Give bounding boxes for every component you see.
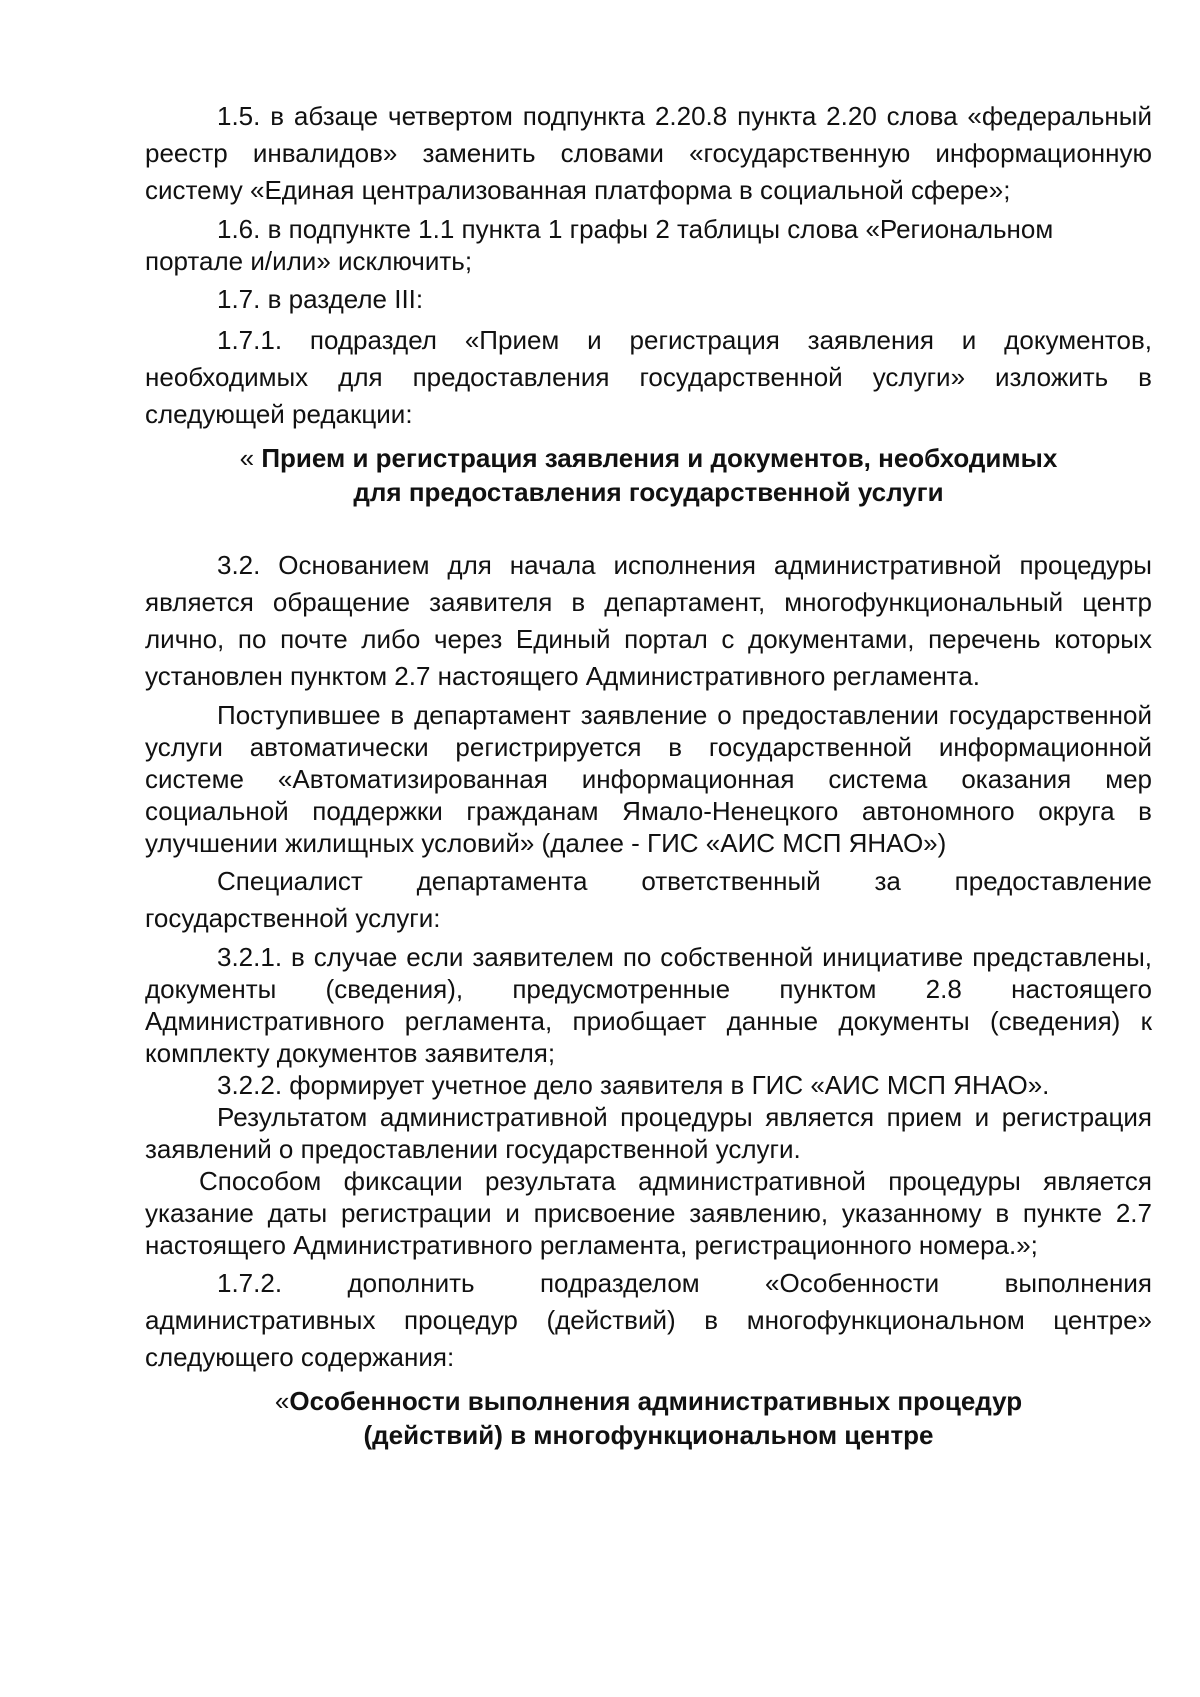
section-heading-mfc-line-1: «Особенности выполнения административных процедур	[274, 1386, 1023, 1416]
section-heading-line-1: « Прием и регистрация заявления и документов, необходимых	[239, 443, 1058, 473]
paragraph-1-7-1: 1.7.1. подраздел «Прием и регистрация заявления и документов, необходимых для предоставления государственной услуги» изложить в следующей редакции:	[145, 325, 1152, 429]
section-heading-mfc	[145, 1384, 1152, 1452]
paragraph-3-2-2: 3.2.2. формирует учетное дело заявителя в ГИС «АИС МСП ЯНАО».	[217, 1070, 1050, 1100]
paragraph-1-5: 1.5. в абзаце четвертом подпункта 2.20.8 пункта 2.20 слова «федеральный реестр инвалидов» заменить словами «государственную информационную систему «Единая централизованная платформа в социальной сфере»;	[145, 101, 1152, 205]
paragraph-result: Результатом административной процедуры является прием и регистрация заявлений о предоставлении государственной услуги.	[145, 1102, 1152, 1164]
section-heading-mfc-line-2: (действий) в многофункциональном центре	[363, 1420, 934, 1450]
paragraph-1-7: 1.7. в разделе III:	[217, 284, 424, 314]
paragraph-3-2: 3.2. Основанием для начала исполнения административной процедуры является обращение заявителя в департамент, многофункциональный центр лично, по почте либо через Единый портал с документами, перечень которых установлен пунктом 2.7 настоящего Административного регламента.	[145, 550, 1152, 691]
paragraph-received-application: Поступившее в департамент заявление о предоставлении государственной услуги автоматически регистрируется в государственной информационной системе «Автоматизированная информационная система оказания мер социальной поддержки гражданам Ямало-Ненецкого автономного округа в улучшении жилищных условий» (далее - ГИС «АИС МСП ЯНАО»)	[145, 700, 1152, 858]
paragraph-3-2-1: 3.2.1. в случае если заявителем по собственной инициативе представлены, документы (сведения), предусмотренные пунктом 2.8 настоящего Административного регламента, приобщает данные документы (сведения) к комплекту документов заявителя;	[145, 942, 1152, 1068]
paragraph-specialist: Специалист департамента ответственный за предоставление государственной услуги:	[145, 866, 1152, 933]
paragraph-1-6: 1.6. в подпункте 1.1 пункта 1 графы 2 таблицы слова «Региональном портале и/или» исключить;	[145, 214, 1054, 276]
paragraph-fixation: Способом фиксации результата административной процедуры является указание даты регистрации и присвоение заявлению, указанному в пункте 2.7 настоящего Административного регламента, регистрационного номера.»;	[145, 1166, 1152, 1260]
section-heading-line-2: для предоставления государственной услуги	[353, 477, 944, 507]
section-heading-reception	[145, 441, 1152, 509]
paragraph-1-7-2: 1.7.2. дополнить подразделом «Особенности выполнения административных процедур (действий) в многофункциональном центре» следующего содержания:	[145, 1268, 1152, 1372]
